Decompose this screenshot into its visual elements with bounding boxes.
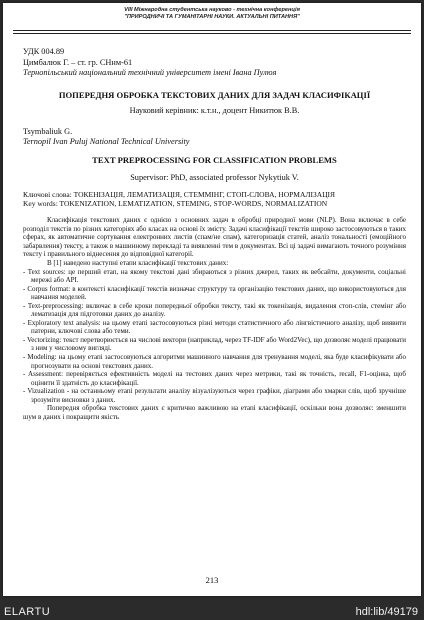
page-number: 213 xyxy=(205,575,219,585)
handle-link[interactable]: hdl:lib/49179 xyxy=(355,606,418,618)
document-page xyxy=(3,3,421,596)
title-en: TEXT PREPROCESSING FOR CLASSIFICATION PROBLEMS xyxy=(92,154,337,165)
author-en: Tsymbaliuk G. xyxy=(23,126,73,136)
list-item: - Corpus format: в контексті класифікації текстів визначає структуру та організацію текстових даних, що використовуються для навчання моделей. xyxy=(23,284,406,302)
repository-footer xyxy=(0,596,424,620)
stages-list xyxy=(23,268,406,405)
paper-content xyxy=(23,47,406,421)
conference-header-line1: VIII Міжнародна студентська науково - технічна конференція xyxy=(124,7,300,13)
list-item: - Exploratory text analysis: на цьому етапі застосовуються різні методи статистичного або лінгвістичного аналізу, щоб виявити патерни, ключові слова або теми. xyxy=(23,318,406,336)
list-item: - Modeling: на цьому етапі застосовуються алгоритми машинного навчання для тренування моделі, яка буде класифікувати або прогнозувати на основі текстових даних. xyxy=(23,353,406,370)
paragraph-preprocessing: Попередня обробка текстових даних є критично важливою на етапі класифікації, оскільки вона дозволяє: зменшити шум в даних і покращити якість xyxy=(23,404,406,421)
list-item: - Vizualization - на останньому етапі результати аналізу візуалізуються через графіки, діаграми або хмарки слів, щоб зручніше зрозуміти висновки з даних. xyxy=(23,387,406,404)
repository-name: ELARTU xyxy=(4,606,51,618)
institution-en: Ternopil Ivan Puluj National Technical University xyxy=(23,137,190,147)
conference-header-line2: "ПРИРОДНИЧІ ТА ГУМАНІТАРНІ НАУКИ. АКТУАЛЬНІ ПИТАННЯ" xyxy=(124,14,300,20)
keywords-en: Key words: TOKENIZATION, LEMATIZATION, STEMING, STOP-WORDS, NORMALIZATION xyxy=(23,198,328,208)
paragraph-stages-lead: В [1] наведено наступні етапи класифікації текстових даних: xyxy=(47,259,229,268)
title-ua: ПОПЕРЕДНЯ ОБРОБКА ТЕКСТОВИХ ДАНИХ ДЛЯ ЗАДАЧ КЛАСИФІКАЦІЇ xyxy=(58,89,371,100)
keywords-ua: Ключові слова: ТОКЕНІЗАЦІЯ, ЛЕМАТИЗАЦІЯ, СТЕММІНГ, СТОП-СЛОВА, НОРМАЛІЗАЦІЯ xyxy=(23,190,336,200)
list-item: - Text-preprocessing: включає в себе кроки попередньої обробки тексту, такі як токенізація, видалення стоп-слів, стемінг або лематизація для підготовки даних до аналізу. xyxy=(23,301,406,319)
header-rule xyxy=(13,30,411,31)
institution-ua: Тернопільський національний технічний університет імені Івана Пулюя xyxy=(23,68,277,77)
list-item: - Text sources: це перший етап, на якому текстові дані збираються з різних джерел, таких як вебсайти, документи, соціальні мережі або API. xyxy=(23,267,406,285)
list-item: - Assessment: перевіряється ефективність моделі на тестових даних через метрики, такі як точність, recall, F1-оцінка, щоб оцінити її здатність до класифікації. xyxy=(23,370,406,387)
conference-header xyxy=(3,7,421,21)
supervisor-en: Supervisor: PhD, associated professor Nykytiuk V. xyxy=(130,172,299,182)
paragraph-intro: Класифікація текстових даних є однією з основних задач в обробці природної мови (NLP). Вона включає в себе розподіл текстів по різних категоріях або класах на основі їх змісту. Задачі класифікації текстів широко застосовуються в таких сферах, як автоматичне сортування електронних листів (спам/не спам), категоризація статей, аналіз тональності (емоційного забарвлення) тексту, а також в машинному перекладі та виявленні тем в документах. Всі ці задачі вимагають точного розуміння тексту і правильного віднесення до відповідної категорії. xyxy=(23,216,406,259)
list-item: - Vectorizing: текст перетворюється на числові вектори (наприклад, через TF-IDF або Word2Vec), що дозволяє моделі працювати з ним у числовому вигляді. xyxy=(23,335,406,353)
header-rule-thin xyxy=(13,33,411,34)
author-ua: Цимбалюк Г. – ст. гр. СНнм-61 xyxy=(23,57,133,67)
udc-code: УДК 004.89 xyxy=(23,47,65,56)
supervisor-ua: Науковий керівник: к.т.н., доцент Никитюк В.В. xyxy=(129,106,300,116)
